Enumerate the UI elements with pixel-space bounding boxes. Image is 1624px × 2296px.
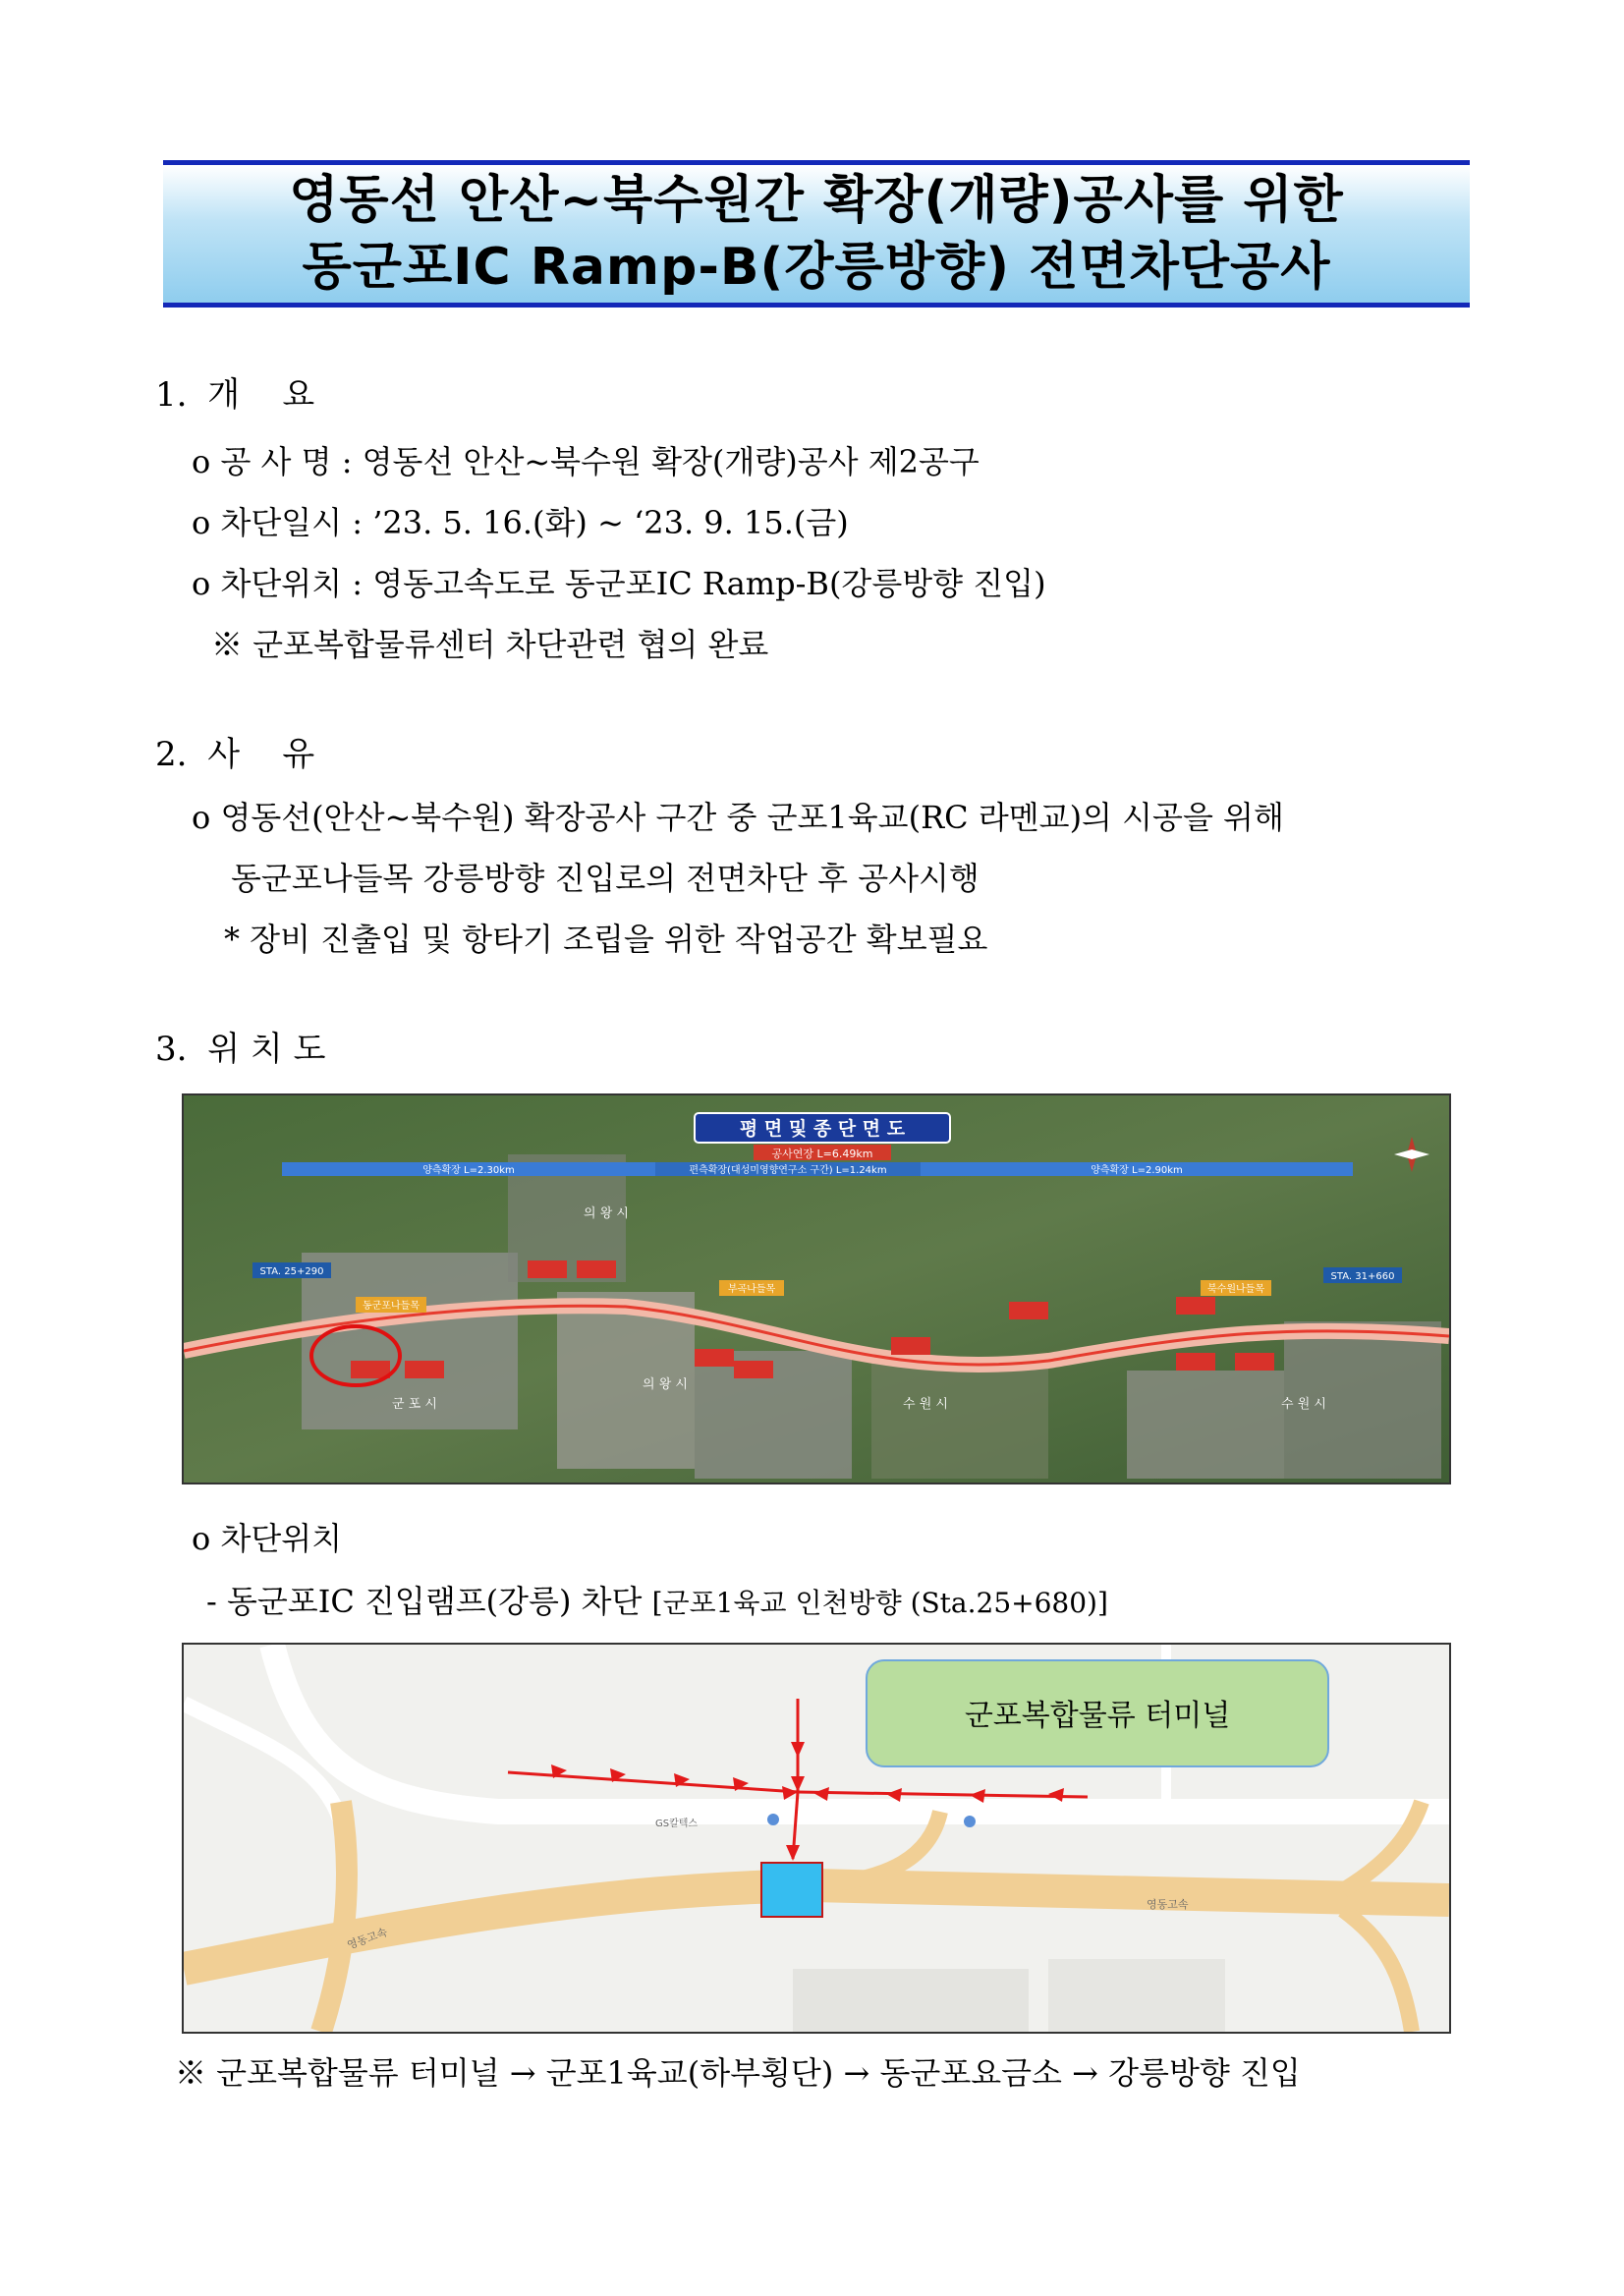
map1-bar2: 편측확장(대성미영향연구소 구간) L=1.24km	[689, 1165, 887, 1176]
map2-gs-label: GS칼텍스	[655, 1819, 699, 1829]
block-location-label: o 차단위치	[192, 1520, 343, 1557]
section2-number: 2.	[155, 735, 188, 774]
section2-note: * 장비 진출입 및 항타기 조립을 위한 작업공간 확보필요	[224, 921, 988, 958]
block-location-detail-sta: [군포1육교 인천방향 (Sta.25+680)]	[651, 1587, 1108, 1619]
section3-heading	[155, 1028, 325, 1071]
section2-item-line2: 동군포나들목 강릉방향 진입로의 전면차단 후 공사시행	[231, 860, 980, 897]
map2-road-label-2: 영동고속	[1147, 1898, 1189, 1911]
map1-city-left: 군 포 시	[392, 1397, 437, 1412]
map1-bar3: 양측확장 L=2.90km	[1091, 1165, 1183, 1176]
section1-item-date: o 차단일시 : ’23. 5. 16.(화) ~ ‘23. 9. 15.(금)	[192, 504, 849, 541]
local-map-graphic	[184, 1645, 1449, 2032]
map1-bar1: 양측확장 L=2.30km	[422, 1165, 515, 1176]
map2-road-label-1: 영동고속	[345, 1926, 389, 1952]
block-location-detail-main: - 동군포IC 진입램프(강릉) 차단	[206, 1583, 643, 1620]
local-road-map	[182, 1643, 1451, 2034]
map1-city-right1: 수 원 시	[903, 1397, 948, 1412]
aerial-map-graphic	[184, 1095, 1449, 1483]
route-note: ※ 군포복합물류 터미널 → 군포1육교(하부횡단) → 동군포요금소 → 강릉방향 진입	[175, 2054, 1301, 2092]
section2-heading	[155, 733, 314, 776]
map1-banner: 평 면 및 종 단 면 도	[739, 1118, 906, 1140]
map1-city-mid2: 의 왕 시	[643, 1377, 688, 1392]
section1-title: 개 요	[207, 375, 315, 415]
section1-note: ※ 군포복합물류센터 차단관련 협의 완료	[211, 626, 769, 663]
title-line-2: 동군포IC Ramp-B(강릉방향) 전면차단공사	[302, 238, 1331, 297]
map1-place-mid: 부곡나들목	[727, 1284, 776, 1295]
title-banner	[163, 160, 1470, 308]
map2-poi-icon	[767, 1814, 779, 1825]
map1-sta-left: STA. 25+290	[259, 1266, 324, 1277]
block-location-detail	[206, 1580, 1108, 1625]
title-line-1: 영동선 안산~북수원간 확장(개량)공사를 위한	[289, 171, 1344, 230]
map2-poi-icon	[964, 1816, 976, 1827]
map1-city-right2: 수 원 시	[1281, 1397, 1326, 1412]
map1-city-mid1: 의 왕 시	[584, 1206, 629, 1221]
closure-point-marker	[761, 1863, 822, 1917]
section2-item-line1: o 영동선(안산~북수원) 확장공사 구간 중 군포1육교(RC 라멘교)의 시공을 위해	[192, 799, 1284, 836]
section2-title: 사 유	[207, 735, 315, 774]
map1-place-right: 북수원나들목	[1207, 1284, 1264, 1295]
section1-number: 1.	[155, 375, 188, 415]
section3-title: 위 치 도	[207, 1030, 326, 1069]
aerial-plan-map	[182, 1093, 1451, 1484]
map1-sta-right: STA. 31+660	[1330, 1271, 1395, 1282]
section1-item-name: o 공 사 명 : 영동선 안산~북수원 확장(개량)공사 제2공구	[192, 443, 980, 480]
section3-number: 3.	[155, 1030, 188, 1069]
section1-heading	[155, 373, 314, 417]
map1-subbanner: 공사연장 L=6.49km	[771, 1148, 873, 1160]
map1-place-left: 동군포나들목	[363, 1301, 420, 1312]
section1-item-location: o 차단위치 : 영동고속도로 동군포IC Ramp-B(강릉방향 진입)	[192, 565, 1046, 602]
terminal-label: 군포복합물류 터미널	[964, 1699, 1231, 1733]
